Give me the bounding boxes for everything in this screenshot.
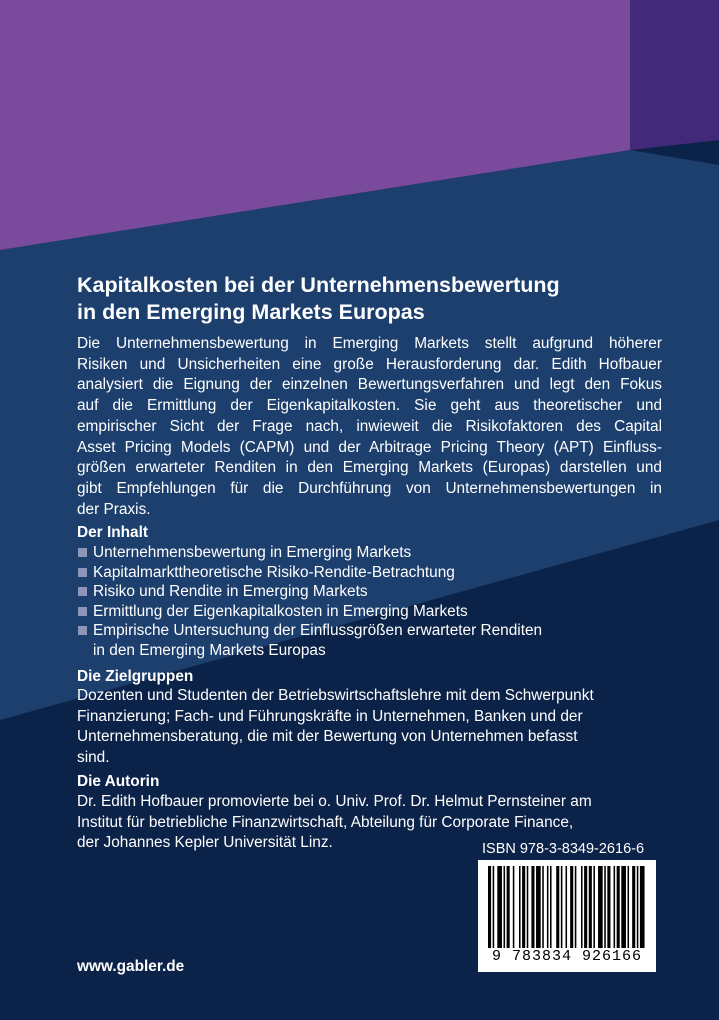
barcode-bar (527, 866, 529, 948)
barcode-bar (575, 866, 577, 948)
text-line: Dr. Edith Hofbauer promovierte bei o. Univ. Prof. Dr. Helmut Pernsteiner am (77, 793, 592, 810)
text-line: Finanzierung; Fach- und Führungskräfte in Unternehmen, Banken und der (77, 707, 583, 725)
barcode-bar (607, 866, 610, 948)
square-bullet-icon (78, 607, 87, 616)
list-item-text: Ermittlung der Eigenkapitalkosten in Emerging Markets (93, 602, 468, 620)
intro-line: Risiken und Unsicherheiten eine große Herausforderung dar. Edith Hofbauer (77, 355, 662, 373)
barcode-bar (570, 866, 573, 948)
intro-line: auf die Ermittlung der Eigenkapitalkosten. Sie geht aus theoretischer und (77, 397, 662, 415)
inhalt-list (77, 543, 657, 661)
intro-line: gibt Empfehlungen für die Durchführung von Unternehmensbewertungen in (77, 479, 662, 497)
website-link[interactable]: www.gabler.de (77, 958, 185, 975)
barcode-bar (589, 866, 592, 948)
barcode-bar (556, 866, 559, 948)
text-line: der Johannes Kepler Universität Linz. (77, 834, 333, 852)
barcode-bar (493, 866, 495, 948)
barcode-bar (632, 866, 635, 948)
text-line: Unternehmensberatung, die mit der Bewertung von Unternehmen befasst (77, 728, 578, 746)
title-line-2: in den Emerging Markets Europas (77, 300, 425, 324)
barcode-bar (640, 866, 645, 948)
barcode-bar (547, 866, 549, 948)
barcode-bar (507, 866, 510, 948)
text-line: Institut für betriebliche Finanzwirtschaft, Abteilung für Corporate Finance, (77, 813, 574, 831)
barcode-bar (593, 866, 595, 948)
barcode-bar (531, 866, 534, 948)
square-bullet-icon (78, 587, 87, 596)
square-bullet-icon (78, 568, 87, 577)
list-item (77, 563, 657, 583)
title-line-1: Kapitalkosten bei der Unternehmensbewertung (77, 273, 560, 297)
barcode-bar (628, 866, 630, 948)
intro-line: Asset Pricing Models (CAPM) und der Arbitrage Pricing Theory (APT) Einfluss- (77, 438, 662, 456)
zielgruppen-heading: Die Zielgruppen (77, 668, 194, 685)
barcode-bar (566, 866, 568, 948)
book-title (77, 272, 677, 326)
barcode-bar (536, 866, 541, 948)
barcode-bar (617, 866, 620, 948)
square-bullet-icon (78, 626, 87, 635)
intro-paragraph (77, 334, 662, 520)
intro-line: empirischer Sicht der Frage nach, inwieweit die Risikofaktoren des Capital (77, 417, 662, 435)
barcode-bar (550, 866, 552, 948)
barcode-bar (604, 866, 606, 948)
list-item-text: Risiko und Rendite in Emerging Markets (93, 583, 368, 601)
barcode-bar (542, 866, 544, 948)
barcode-bar (584, 866, 587, 948)
barcode-bar (513, 866, 515, 948)
inhalt-heading: Der Inhalt (77, 524, 148, 541)
list-item-text: Empirische Untersuchung der Einflussgrößen erwarteter Renditen (93, 622, 543, 640)
barcode-number: 9 783834 926166 (491, 948, 643, 965)
zielgruppen-paragraph (77, 686, 662, 769)
autorin-heading: Die Autorin (77, 773, 160, 790)
list-item-text: in den Emerging Markets Europas (93, 641, 326, 659)
text-line: sind. (77, 749, 110, 767)
list-item (77, 602, 657, 622)
purple-dark-band (630, 0, 719, 150)
intro-line: der Praxis. (77, 500, 151, 518)
barcode-bar (637, 866, 639, 948)
text-line: Dozenten und Studenten der Betriebswirtschaftslehre mit dem Schwerpunkt (77, 687, 594, 704)
barcode-bar (581, 866, 583, 948)
barcode-bar (488, 866, 491, 948)
intro-line: Die Unternehmensbewertung in Emerging Markets stellt aufgrund höherer (77, 335, 662, 352)
barcode-bar (497, 866, 502, 948)
barcode-bar (522, 866, 525, 948)
list-item (77, 621, 657, 660)
barcode-bar (561, 866, 563, 948)
isbn-label: ISBN 978-3-8349-2616-6 (482, 841, 645, 857)
list-item (77, 582, 657, 602)
intro-line: analysiert die Eignung der einzelnen Bewertungsverfahren und legt den Fokus (77, 376, 662, 394)
list-item (77, 543, 657, 563)
square-bullet-icon (78, 548, 87, 557)
list-item-text: Unternehmensbewertung in Emerging Markets (93, 544, 412, 561)
barcode-bar (621, 866, 626, 948)
barcode-bar (519, 866, 521, 948)
barcode-bar (504, 866, 506, 948)
barcode-bar (598, 866, 603, 948)
barcode-bar (614, 866, 616, 948)
list-item-text: Kapitalmarkttheoretische Risiko-Rendite-Betrachtung (93, 563, 455, 581)
intro-line: größen erwarteter Renditen in den Emerging Markets (Europas) darstellen und (77, 459, 662, 477)
